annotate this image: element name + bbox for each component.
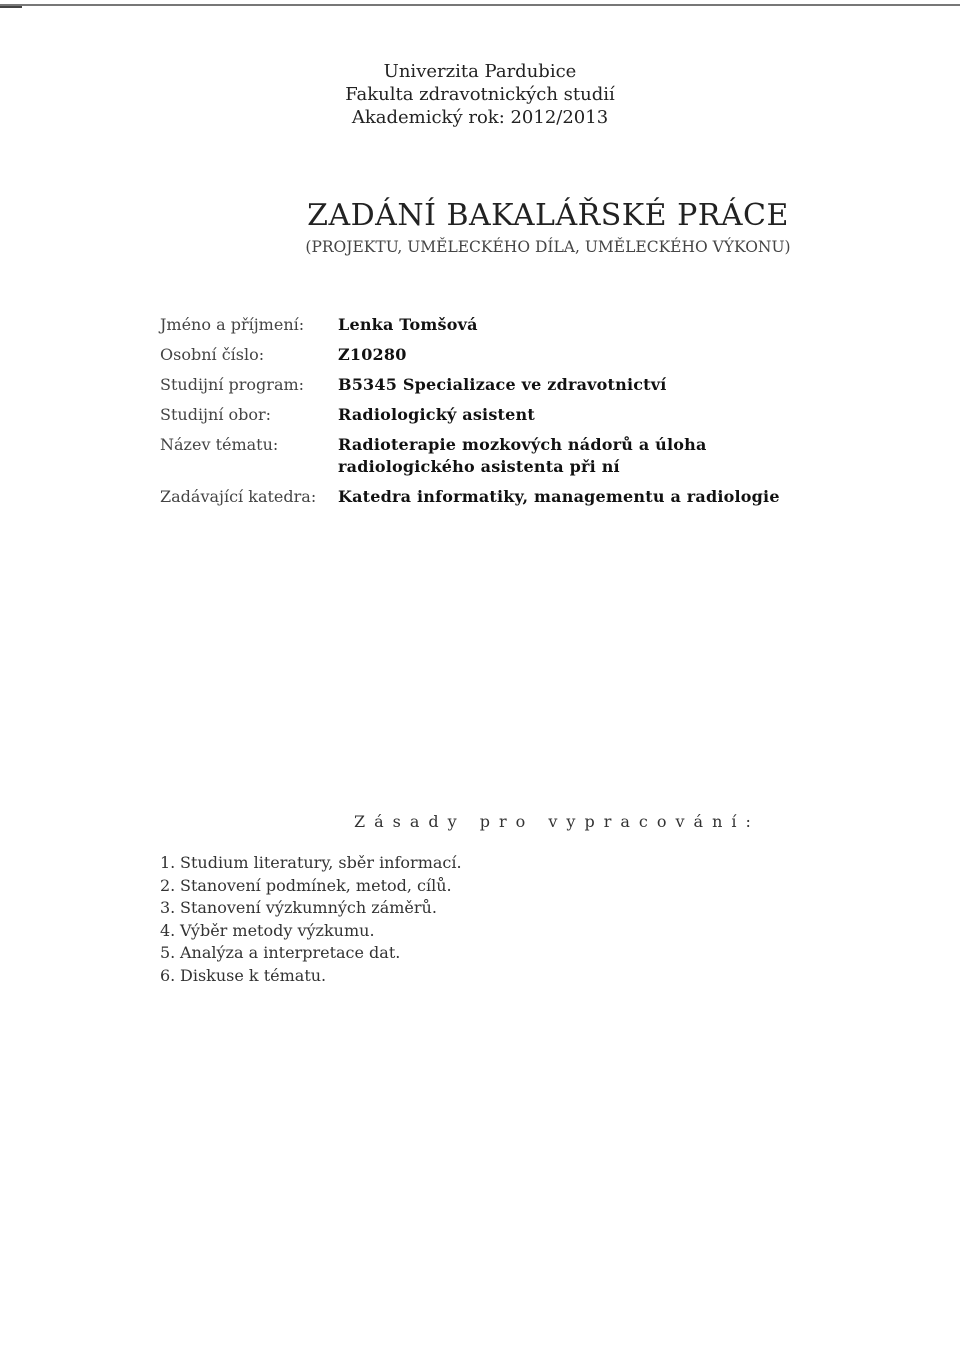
item-text: Diskuse k tématu. — [180, 965, 327, 985]
field-label: Zadávající katedra: — [160, 487, 317, 506]
principles-list — [160, 852, 462, 987]
list-item — [160, 920, 462, 943]
scan-border-line — [0, 4, 960, 6]
list-item — [160, 852, 462, 875]
field-label: Osobní číslo: — [160, 345, 265, 364]
field-value: Katedra informatiky, managementu a radiologie — [338, 487, 780, 506]
faculty-name: Fakulta zdravotnických studií — [345, 84, 615, 105]
list-item — [160, 965, 462, 988]
item-text: Studium literatury, sběr informací. — [180, 853, 462, 872]
document-title: ZADÁNÍ BAKALÁŘSKÉ PRÁCE — [307, 198, 789, 233]
field-study-field — [160, 400, 820, 430]
item-text: Analýza a interpretace dat. — [180, 943, 401, 962]
field-value: Lenka Tomšová — [338, 315, 478, 334]
field-value: Radiologický asistent — [338, 405, 535, 424]
scan-corner-mark — [0, 6, 22, 8]
list-item — [160, 875, 462, 898]
item-number: 4. — [160, 920, 176, 940]
field-value: B5345 Specializace ve zdravotnictví — [338, 375, 667, 394]
principles-heading: Zásady pro vypracování: — [354, 812, 760, 831]
field-personal-number — [160, 340, 820, 370]
list-item — [160, 897, 462, 920]
list-item — [160, 942, 462, 965]
item-number: 1. — [160, 853, 176, 872]
field-topic — [160, 430, 820, 482]
field-label: Studijní obor: — [160, 405, 272, 424]
item-number: 6. — [160, 965, 176, 985]
item-number: 2. — [160, 875, 176, 895]
document-subtitle: (PROJEKTU, UMĚLECKÉHO DÍLA, UMĚLECKÉHO VÝKONU) — [305, 238, 791, 256]
item-text: Stanovení podmínek, metod, cílů. — [180, 875, 452, 895]
field-department — [160, 482, 820, 512]
field-study-program — [160, 370, 820, 400]
field-value: Radioterapie mozkových nádorů a úloha radiologického asistenta při ní — [338, 435, 707, 476]
academic-year: Akademický rok: 2012/2013 — [351, 107, 609, 128]
field-name — [160, 310, 820, 340]
item-text: Stanovení výzkumných záměrů. — [180, 898, 437, 917]
field-label: Jméno a příjmení: — [160, 315, 305, 334]
field-label: Studijní program: — [160, 375, 305, 394]
document-header — [0, 60, 960, 129]
item-number: 5. — [160, 943, 176, 962]
assignment-fields — [160, 310, 820, 512]
item-number: 3. — [160, 898, 176, 917]
university-name: Univerzita Pardubice — [383, 61, 577, 82]
field-value: Z10280 — [338, 345, 407, 364]
field-label: Název tématu: — [160, 435, 279, 454]
item-text: Výběr metody výzkumu. — [180, 920, 375, 940]
